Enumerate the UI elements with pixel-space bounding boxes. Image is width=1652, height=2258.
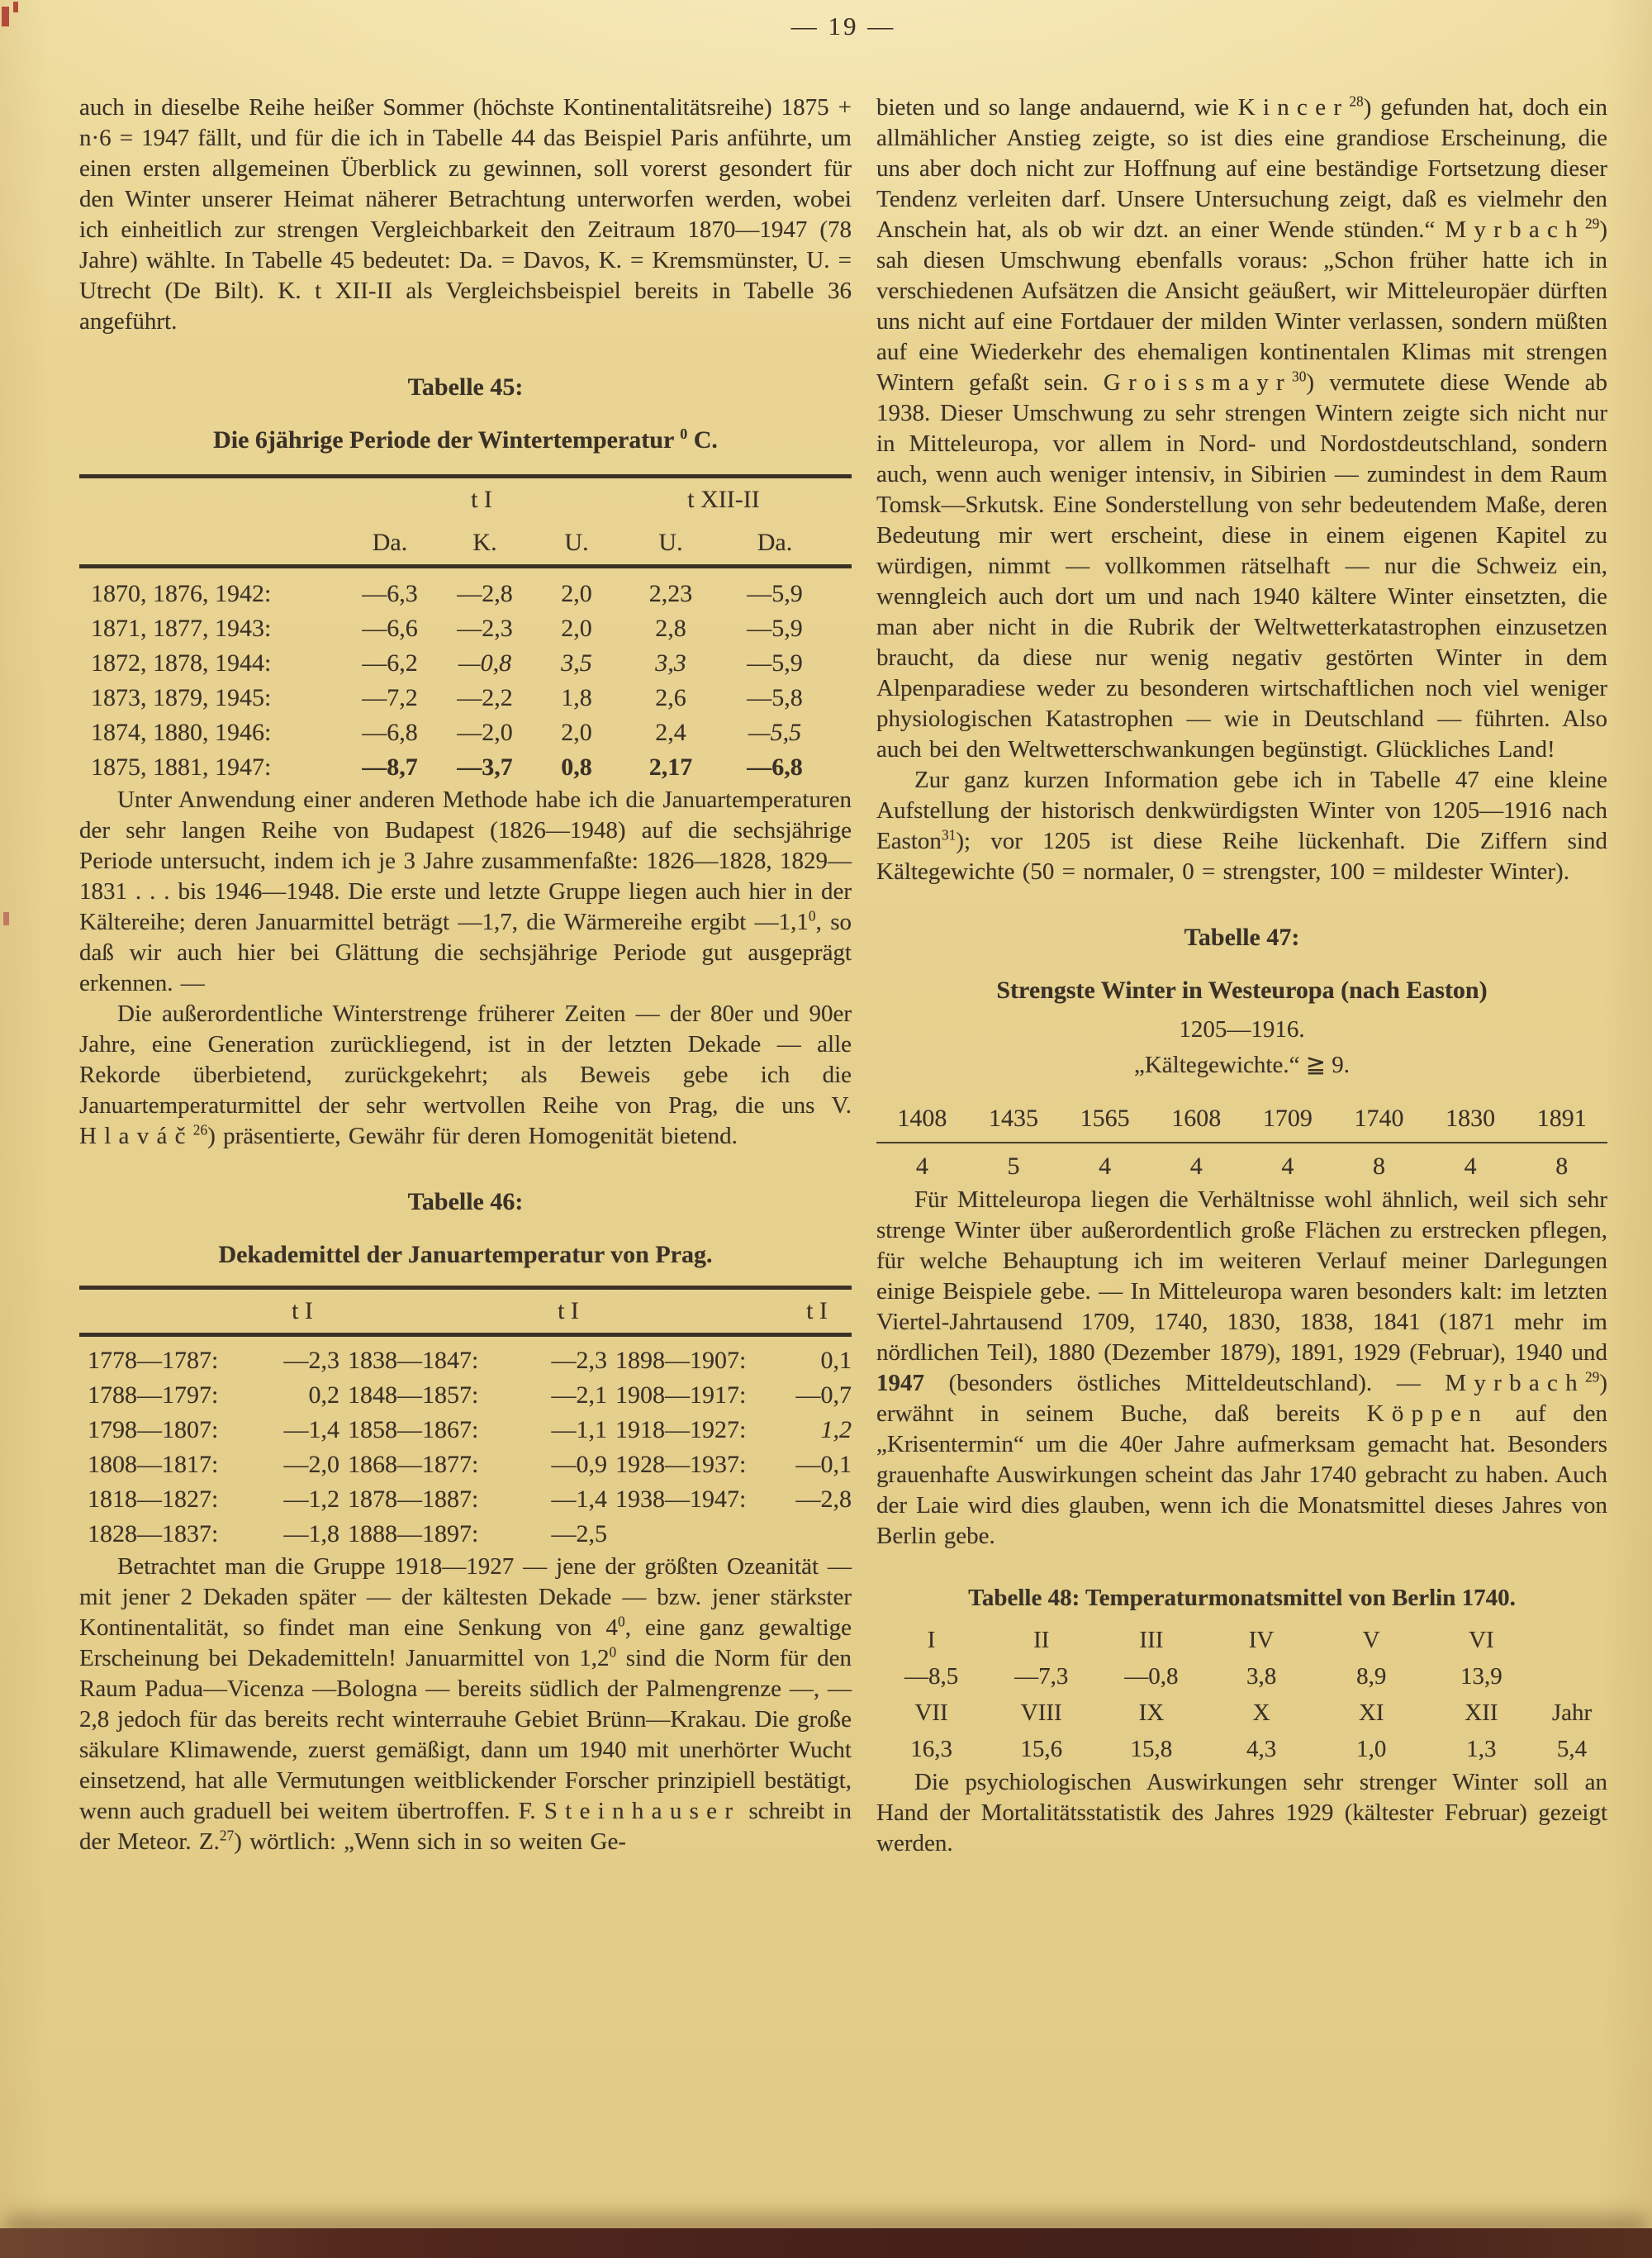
table-row: [79, 577, 852, 611]
table-47-subtitle-weights: „Kältegewichte.“ ≧ 9.: [1133, 1052, 1350, 1078]
table-cell: —8,5: [904, 1663, 959, 1690]
table-cell: —2,8: [457, 580, 513, 607]
table-cell: —6,8: [747, 753, 803, 781]
table-cell: 1,2: [820, 1416, 852, 1443]
table-row: [876, 1658, 1607, 1695]
table-cell: II: [1033, 1627, 1050, 1653]
text-segment: ) gefunden hat, doch ein allmählicher Anstieg zeigte, so ist dies eine grandiose Erscheinung, die uns aber doch nicht zur Hoffnung auf eine beständige Fortsetzung dieser Tendenz verleiten darf. Unsere Untersuchung zeigt, daß es vielmehr den Anschein hat, als ob wir dzt. an einer Wende stünden.“: [876, 94, 1607, 243]
text-segment: Die 6jährige Periode der Wintertemperatur: [213, 426, 681, 454]
text-segment: 0: [680, 425, 688, 442]
text-segment: Kincer: [1237, 94, 1350, 121]
table-cell: —1,4: [283, 1416, 339, 1443]
table-cell: [1536, 1658, 1607, 1695]
table-rule: [79, 564, 852, 568]
column-header: t I: [558, 1297, 579, 1324]
table-47: [876, 1100, 1607, 1185]
table-cell: —1,4: [551, 1486, 607, 1513]
spacer-cell: [607, 1295, 782, 1328]
table-rule: [79, 1333, 852, 1337]
table-cell: 1868—1877:: [348, 1451, 479, 1478]
column-header: Da.: [757, 529, 793, 556]
paragraph: [79, 999, 852, 1152]
text-segment: Steinhauser: [544, 1798, 741, 1824]
table-cell: 1928—1937:: [615, 1451, 747, 1478]
scan-artifact: [2, 7, 9, 26]
table-cell: 1778—1787:: [88, 1347, 219, 1374]
table-cell: 1788—1797:: [88, 1381, 219, 1409]
text-segment: C.: [687, 426, 718, 454]
table-cell: 1798—1807:: [88, 1416, 219, 1443]
table-row: [79, 1517, 852, 1552]
paragraph: [79, 785, 852, 999]
scan-artifact: [3, 912, 9, 925]
table-cell: 1408: [897, 1105, 947, 1132]
table-cell: —6,8: [362, 719, 418, 746]
table-cell: VIII: [1020, 1699, 1062, 1726]
table-cell: 2,8: [655, 615, 686, 642]
text-segment: ) sah diesen Umschwung ebenfalls voraus: „Schon früher hatte ich in verschiedenen Aufsätzen die Ansicht geäußert, wir Mitteleuropäer dürften uns nicht auf eine Fortdauer der milden Winter verlassen, sondern müßten auf eine Wiederkehr des ehemaligen kontinentalen Klimas mit strengen Wintern gefaßt sein.: [876, 216, 1607, 396]
table-cell: —5,9: [747, 649, 803, 677]
table-cell: —0,8: [1124, 1663, 1179, 1690]
text-segment: 26: [192, 1121, 208, 1139]
spacer-cell: [339, 1295, 529, 1328]
table-cell: —2,5: [551, 1520, 607, 1547]
text-segment: 29: [1584, 1368, 1600, 1386]
text-segment: Zur ganz kurzen Information gebe ich in Tabelle 47 eine kleine Aufstellung der historisch denkwürdigsten Winter von 1205—1916 nach Easton: [876, 767, 1607, 854]
left-column: [79, 93, 852, 1857]
text-segment: ) erwähnt in seinem Buche, daß bereits: [876, 1370, 1607, 1427]
table-cell: I: [927, 1627, 936, 1653]
table-cell: 1875, 1881, 1947:: [91, 753, 272, 781]
text-segment: auch in dieselbe Reihe heißer Sommer (höchste Kontinentalitätsreihe) 1875 + n·6 = 1947 fällt, und für die ich in Tabelle 44 das Beispiel Paris anführte, um einen ersten allgemeinen Überblick zu gewinnen, soll vorerst gesondert für den Winter unserer Heimat näherer Betrachtung unterworfen werden, wobei ich einheitlich zur strengen Vergleichbarkeit den Zeitraum 1870—1947 (78 Jahre) wählte. In Tabelle 45 bedeutet: Da. = Davos, K. = Kremsmünster, U. = Utrecht (De Bilt). K. t XII-II als Vergleichsbeispiel bereits in Tabelle 36 angeführt.: [79, 94, 852, 335]
table-row: [79, 1413, 852, 1447]
text-segment: 0: [609, 1643, 617, 1661]
table-cell: 1838—1847:: [348, 1347, 479, 1374]
table-cell: 8: [1372, 1153, 1385, 1180]
table-47-label: Tabelle 47:: [1184, 924, 1300, 951]
table-cell: —0,1: [795, 1451, 852, 1478]
table-cell: 1608: [1171, 1105, 1222, 1132]
table-cell: 2,17: [648, 753, 693, 781]
table-cell: 2,0: [561, 580, 592, 607]
spacer-cell: [79, 526, 344, 559]
table-row: [79, 715, 852, 750]
text-segment: Unter Anwendung einer anderen Methode habe ich die Januartemperaturen der sehr langen Reihe von Budapest (1826—1948) auf die sechsjährige Periode untersucht, indem ich je 3 Jahre zusammenfaßte: 1826—1828, 1829—1831 . . . bis 1946—1948. Die erste und letzte Gruppe liegen auch hier in der Kältereihe; deren Januarmittel beträgt —1,7, die Wärmereihe ergibt —1,1: [79, 787, 852, 935]
table-cell: —5,8: [747, 684, 803, 711]
table-cell: 16,3: [910, 1736, 952, 1762]
table-cell: XI: [1358, 1699, 1384, 1726]
table-cell: 1808—1817:: [88, 1451, 219, 1478]
table-cell: —0,8: [458, 649, 512, 677]
table-46-label: Tabelle 46:: [407, 1188, 524, 1215]
table-row: [79, 1378, 852, 1413]
table-cell: 13,9: [1460, 1663, 1502, 1690]
table-cell: 4: [1189, 1153, 1203, 1180]
table-cell: 4,3: [1246, 1736, 1277, 1762]
table-cell: —2,1: [551, 1381, 607, 1409]
text-segment: bieten und so lange andauernd, wie: [876, 94, 1238, 121]
table-row: [876, 1731, 1607, 1767]
text-segment: Myrbach: [1445, 216, 1585, 243]
table-cell: 15,6: [1020, 1736, 1063, 1762]
table-cell: 1938—1947:: [615, 1486, 747, 1513]
table-row: [79, 646, 852, 681]
right-column: [876, 93, 1607, 1859]
table-cell: 1,0: [1356, 1736, 1387, 1762]
table-cell: —7,2: [362, 684, 418, 711]
table-cell: 0,8: [561, 753, 592, 781]
table-cell: 1872, 1878, 1944:: [91, 649, 272, 677]
table-row: [876, 1148, 1607, 1185]
table-cell: V: [1362, 1627, 1380, 1653]
table-46: [79, 1286, 852, 1552]
paragraph: [876, 1185, 1607, 1552]
column-header: t I: [292, 1297, 313, 1324]
table-45-label: Tabelle 45:: [407, 373, 524, 401]
table-cell: 1858—1867:: [348, 1416, 479, 1443]
table-cell: —2,3: [283, 1347, 339, 1374]
spacer-cell: [79, 483, 344, 516]
table-row: [79, 611, 852, 646]
table-cell: 1918—1927:: [615, 1416, 747, 1443]
table-cell: 2,6: [655, 684, 686, 711]
table-cell: 1873, 1879, 1945:: [91, 684, 272, 711]
column-header: K.: [472, 529, 497, 556]
text-segment: ) präsentierte, Gewähr für deren Homogenität bietend.: [207, 1123, 738, 1149]
column-header: U.: [658, 529, 683, 556]
text-segment: 0: [618, 1613, 625, 1630]
table-45-body: [79, 577, 852, 785]
table-cell: [782, 1517, 852, 1552]
table-cell: 1830: [1446, 1105, 1496, 1132]
table-cell: 1848—1857:: [348, 1381, 479, 1409]
text-segment: Köppen: [1366, 1400, 1489, 1427]
table-cell: 1871, 1877, 1943:: [91, 615, 272, 642]
table-cell: 1898—1907:: [615, 1347, 747, 1374]
table-row: [79, 681, 852, 715]
column-group-label: t I: [471, 486, 492, 513]
table-cell: 1891: [1536, 1105, 1587, 1132]
text-segment: ); vor 1205 ist diese Reihe lückenhaft. Die Ziffern sind Kältegewichte (50 = normaler, 0 = strengster, 100 = mildester Winter).: [876, 828, 1607, 885]
table-cell: 8,9: [1356, 1663, 1387, 1690]
table-45-header-cols: [79, 521, 852, 564]
column-group-label: t XII-II: [687, 486, 760, 513]
table-cell: —2,3: [457, 615, 513, 642]
table-row: [79, 1447, 852, 1482]
table-cell: —2,2: [457, 684, 513, 711]
text-segment: Die psychiologischen Auswirkungen sehr strenger Winter soll an Hand der Mortalitätsstatistik des Jahres 1929 (kältester Februar) gezeigt werden.: [876, 1769, 1607, 1856]
paragraph: [876, 1767, 1607, 1859]
table-cell: —6,6: [362, 615, 418, 642]
scan-bottom-edge: [0, 2228, 1652, 2258]
table-cell: 1870, 1876, 1942:: [91, 580, 272, 607]
table-cell: 0,1: [820, 1347, 852, 1374]
table-cell: —2,3: [551, 1347, 607, 1374]
page-number: — 19 —: [790, 12, 896, 40]
table-cell: 3,5: [561, 649, 592, 677]
text-segment: Die außerordentliche Winterstrenge früherer Zeiten — der 80er und 90er Jahre, eine Generation zurückliegend, ist in der letzten Dekade — alle Rekorde überbietend, zurückgekehrt; als Beweis gebe ich die Januartemperaturmittel der sehr wertvollen Reihe von Prag, die uns V.: [79, 1001, 852, 1119]
table-45-title: [79, 426, 852, 454]
table-48: [876, 1622, 1607, 1767]
text-segment: 0: [808, 907, 816, 925]
text-segment: (besonders östliches Mitteldeutschland). —: [924, 1370, 1446, 1396]
text-segment: Für Mitteleuropa liegen die Verhältnisse wohl ähnlich, weil sich sehr strenge Winter über außerordentlich große Flächen zu erstrecken pflegen, für welche Behauptung ich im weiteren Verlauf meiner Darlegungen einige Beispiele gebe. — In Mitteleuropa waren besonders kalt: im letzten Viertel-Jahrtausend 1709, 1740, 1830, 1838, 1841 (1871 mehr im nördlichen Teil), 1880 (Dezember 1879), 1891, 1929 (Februar), 1940 und: [876, 1186, 1607, 1366]
column-header: U.: [564, 529, 589, 556]
table-cell: [1536, 1622, 1607, 1658]
table-cell: 1709: [1262, 1105, 1313, 1132]
text-segment: 29: [1584, 215, 1600, 232]
table-cell: 1740: [1354, 1105, 1404, 1132]
table-row: [876, 1100, 1607, 1137]
table-cell: —0,7: [795, 1381, 852, 1409]
table-45-header-groups: [79, 478, 852, 521]
column-header: t I: [806, 1297, 828, 1324]
table-47-title: Strengste Winter in Westeuropa (nach Easton): [996, 977, 1488, 1004]
text-segment: auf den „Krisentermin“ um die 40er Jahre aufmerksam gemacht hat. Besonders grauenhafte Auswirkungen scheint das Jahr 1740 gebracht zu haben. Auch der Laie wird dies glauben, wenn ich die Monatsmittel dieses Jahres von Berlin gebe.: [876, 1400, 1608, 1549]
table-cell: VII: [914, 1699, 948, 1726]
table-cell: 1888—1897:: [348, 1520, 479, 1547]
table-46-body: [79, 1343, 852, 1552]
table-cell: —3,7: [457, 753, 513, 781]
table-cell: —5,5: [748, 719, 802, 746]
text-segment: schreibt in der Meteor. Z.: [79, 1798, 852, 1855]
table-cell: 1,3: [1466, 1736, 1497, 1762]
table-cell: 1818—1827:: [88, 1486, 219, 1513]
table-cell: 5,4: [1556, 1736, 1588, 1762]
text-segment: 1947: [876, 1370, 924, 1396]
paragraph: [876, 765, 1607, 887]
text-segment: ) vermutete diese Wende ab 1938. Dieser Umschwung zu sehr strengen Wintern zeigte sich nicht nur in Mitteleuropa, vor allem in Nord- und Nordostdeutschland, sondern auch, wenn auch weniger intensiv, in Sibirien — zumindest in dem Raum Tomsk—Srkutsk. Eine Sonderstellung von sehr bedeutendem Maße, deren Bedeutung mir wert erscheint, diese in einem eigenen Kapitel zu würdigen, nimmt — vollkommen rätselhaft — nur die Schweiz ein, wenngleich auch dort um und nach 1940 kältere Winter einsetzten, die man aber nicht in die Rubrik der Weltwetterkatastrophen einzusetzen braucht, da diese nur wenig negativ gestörten Winter in dem Alpenparadiese weder zu besonderen wirtschaftlichen noch viel weniger physiologischen Katastrophen — wie in Deutschland — führten. Also auch bei den Weltwetterschwankungen begünstigt. Glückliches Land!: [876, 369, 1608, 763]
text-segment: sind die Norm für den Raum Padua—Vicenza —Bologna — bereits südlich der Palmengrenze —, —2,8 jedoch für das bereits recht winterrauhe Gebiet Brünn—Krakau. Die große säkulare Klimawende, zuerst gemäßigt, dann um 1940 mit unerhörter Wucht einsetzend, hat alle Vermutungen weitblickender Forscher prinzipiell bestätigt, wenn auch graduell bei weitem übertroffen. F.: [79, 1645, 852, 1824]
text-segment: , so daß wir auch hier bei Glättung die sechsjährige Periode gut ausgeprägt erkennen. —: [79, 909, 852, 996]
table-46-header: [79, 1290, 852, 1333]
table-47-values: [876, 1148, 1607, 1185]
text-segment: 27: [219, 1827, 235, 1844]
table-cell: 2,23: [648, 580, 693, 607]
table-cell: —8,7: [362, 753, 418, 781]
table-cell: [607, 1517, 782, 1552]
table-cell: 1828—1837:: [88, 1520, 219, 1547]
table-cell: 1565: [1080, 1105, 1130, 1132]
table-cell: —6,2: [362, 649, 418, 677]
table-cell: IV: [1248, 1627, 1275, 1653]
table-47-subtitle-range: 1205—1916.: [1179, 1016, 1305, 1043]
text-segment: 31: [941, 826, 957, 844]
table-cell: —2,0: [283, 1451, 339, 1478]
text-segment: ) wörtlich: „Wenn sich in so weiten Ge-: [234, 1828, 627, 1855]
table-cell: 4: [1464, 1153, 1477, 1180]
table-47-years: [876, 1100, 1607, 1137]
text-segment: Myrbach: [1445, 1370, 1585, 1396]
table-cell: III: [1139, 1627, 1164, 1653]
table-cell: 3,3: [655, 649, 686, 677]
table-cell: X: [1252, 1699, 1270, 1726]
table-cell: Jahr: [1551, 1699, 1593, 1726]
table-cell: —2,0: [457, 719, 513, 746]
paragraph-continuation: [79, 93, 852, 337]
table-cell: 3,8: [1246, 1663, 1277, 1690]
table-cell: —5,9: [747, 615, 803, 642]
table-cell: —0,9: [551, 1451, 607, 1478]
table-cell: 1,8: [561, 684, 592, 711]
table-48-label: Tabelle 48: Temperaturmonatsmittel von Berlin 1740.: [968, 1585, 1516, 1611]
table-row: [876, 1695, 1607, 1731]
table-row: [79, 1482, 852, 1517]
table-cell: 1435: [988, 1105, 1038, 1132]
text-segment: Groissmayr: [1103, 369, 1292, 396]
table-cell: 15,8: [1130, 1736, 1173, 1762]
table-cell: 1908—1917:: [615, 1381, 747, 1409]
table-cell: 4: [1281, 1153, 1294, 1180]
table-cell: 2,0: [561, 615, 592, 642]
table-cell: IX: [1138, 1699, 1165, 1726]
text-segment: 30: [1292, 368, 1307, 385]
table-rule: [876, 1142, 1607, 1143]
table-cell: —1,8: [283, 1520, 339, 1547]
table-row: [79, 1343, 852, 1378]
table-cell: 2,0: [561, 719, 592, 746]
text-segment: , eine ganz gewaltige Erscheinung bei Dekademitteln! Januarmittel von 1,2: [79, 1614, 852, 1671]
table-row: [876, 1622, 1607, 1658]
table-cell: XII: [1464, 1699, 1498, 1726]
table-row: [79, 750, 852, 785]
two-column-layout: [79, 93, 1607, 1859]
paragraph: [79, 1552, 852, 1857]
table-cell: 4: [915, 1153, 928, 1180]
table-cell: —6,3: [362, 580, 418, 607]
table-cell: 5: [1007, 1153, 1020, 1180]
text-segment: Hlaváč: [79, 1123, 193, 1149]
scan-artifact: [13, 2, 18, 12]
table-cell: —7,3: [1014, 1663, 1069, 1690]
paragraph-continuation: [876, 93, 1607, 765]
spacer-cell: [79, 1295, 265, 1328]
table-45: [79, 474, 852, 785]
table-cell: 1878—1887:: [348, 1486, 479, 1513]
table-cell: —1,1: [551, 1416, 607, 1443]
table-cell: —5,9: [747, 580, 803, 607]
table-cell: 8: [1555, 1153, 1569, 1180]
table-cell: VI: [1469, 1627, 1494, 1653]
table-cell: —2,8: [795, 1486, 852, 1513]
text-segment: 28: [1349, 93, 1364, 110]
table-cell: 4: [1099, 1153, 1112, 1180]
text-segment: Betrachtet man die Gruppe 1918—1927 — jene der größten Ozeanität — mit jener 2 Dekaden später — der kältesten Dekade — bzw. jener stärkster Kontinentalität, so findet man eine Senkung von 4: [79, 1553, 852, 1641]
table-46-title: Dekademittel der Januartemperatur von Prag.: [218, 1241, 713, 1268]
table-cell: 2,4: [655, 719, 686, 746]
table-cell: 0,2: [308, 1381, 339, 1409]
column-header: Da.: [372, 529, 408, 556]
table-cell: —1,2: [283, 1486, 339, 1513]
table-cell: 1874, 1880, 1946:: [91, 719, 272, 746]
